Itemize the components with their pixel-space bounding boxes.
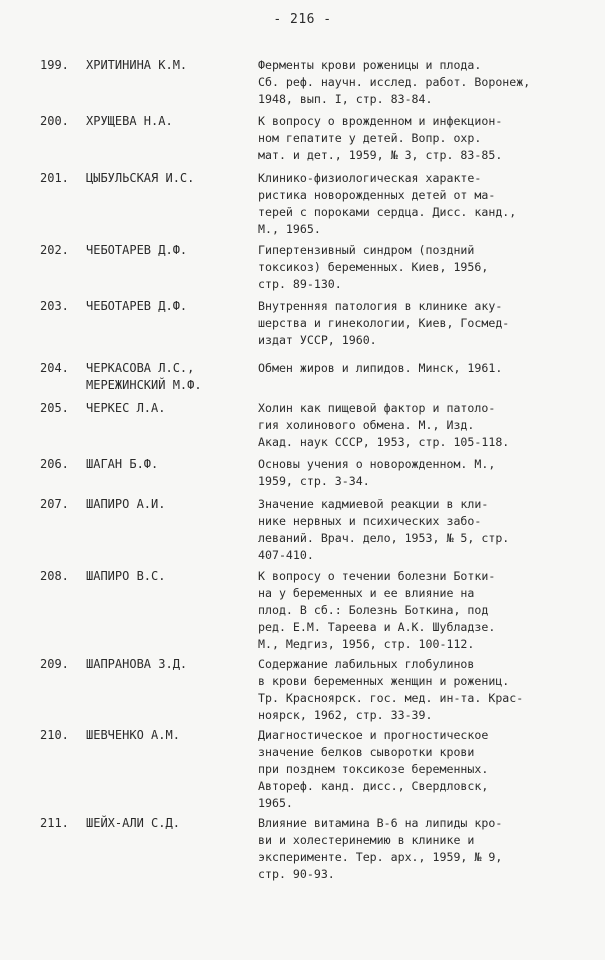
- reference-line: ном гепатите у детей. Вопр. охр.: [258, 131, 482, 145]
- reference-line: Обмен жиров и липидов. Минск, 1961.: [258, 361, 503, 375]
- entry-author: [86, 496, 251, 513]
- reference-line: гия холинового обмена. М., Изд.: [258, 418, 475, 432]
- author-line: МЕРЕЖИНСКИЙ М.Ф.: [86, 378, 202, 392]
- author-line: ЧЕРКЕС Л.А.: [86, 401, 166, 415]
- entry-author: [86, 113, 251, 130]
- entry-number: 203.: [40, 299, 69, 313]
- entry-reference: [258, 656, 576, 724]
- entry-number: 204.: [40, 361, 69, 375]
- entry-number: 200.: [40, 114, 69, 128]
- author-line: ХРУЩЕВА Н.А.: [86, 114, 173, 128]
- reference-line: ноярск, 1962, стр. 33-39.: [258, 708, 433, 722]
- reference-line: К вопросу о врожденном и инфекцион-: [258, 114, 503, 128]
- entry-author: [86, 568, 251, 585]
- entry-number: 206.: [40, 457, 69, 471]
- reference-line: в крови беременных женщин и рожениц.: [258, 674, 510, 688]
- entry-reference: [258, 298, 576, 349]
- reference-line: Гипертензивный синдром (поздний: [258, 243, 475, 257]
- reference-line: Холин как пищевой фактор и патоло-: [258, 401, 496, 415]
- entry-author: [86, 727, 251, 744]
- reference-line: Влияние витамина В-6 на липиды кро-: [258, 816, 503, 830]
- reference-line: стр. 90-93.: [258, 867, 335, 881]
- reference-line: Диагностическое и прогностическое: [258, 728, 489, 742]
- entry-reference: [258, 360, 576, 377]
- reference-line: Основы учения о новорожденном. М.,: [258, 457, 496, 471]
- author-line: ЧЕБОТАРЕВ Д.Ф.: [86, 243, 188, 257]
- entry-number: 201.: [40, 171, 69, 185]
- entry-number: 211.: [40, 816, 69, 830]
- reference-line: 407-410.: [258, 548, 314, 562]
- entry-number: 207.: [40, 497, 69, 511]
- reference-line: плод. В сб.: Болезнь Боткина, под: [258, 603, 489, 617]
- entry-reference: [258, 242, 576, 293]
- entry-reference: [258, 170, 576, 238]
- reference-line: на у беременных и ее влияние на: [258, 586, 475, 600]
- reference-line: эксперименте. Тер. арх., 1959, № 9,: [258, 850, 503, 864]
- author-line: ШАГАН Б.Ф.: [86, 457, 159, 471]
- author-line: ЧЕРКАСОВА Л.С.,: [86, 361, 195, 375]
- entry-reference: [258, 568, 576, 653]
- entry-reference: [258, 113, 576, 164]
- author-line: ЧЕБОТАРЕВ Д.Ф.: [86, 299, 188, 313]
- entry-reference: [258, 456, 576, 490]
- reference-line: Клинико-физиологическая характе-: [258, 171, 482, 185]
- entry-number: 210.: [40, 728, 69, 742]
- reference-line: ви и холестеринемию в клинике и: [258, 833, 475, 847]
- reference-line: стр. 89-130.: [258, 277, 342, 291]
- entry-number: 205.: [40, 401, 69, 415]
- reference-line: Содержание лабильных глобулинов: [258, 657, 475, 671]
- reference-line: М., Медгиз, 1956, стр. 100-112.: [258, 637, 475, 651]
- reference-line: нике нервных и психических забо-: [258, 514, 482, 528]
- reference-line: Значение кадмиевой реакции в кли-: [258, 497, 489, 511]
- author-line: ШЕЙХ-АЛИ С.Д.: [86, 816, 180, 830]
- entry-author: [86, 456, 251, 473]
- entry-reference: [258, 400, 576, 451]
- reference-line: Автореф. канд. дисс., Свердловск,: [258, 779, 489, 793]
- entry-author: [86, 298, 251, 315]
- reference-line: 1965.: [258, 796, 293, 810]
- reference-line: шерства и гинекологии, Киев, Госмед-: [258, 316, 510, 330]
- reference-line: Акад. наук СССР, 1953, стр. 105-118.: [258, 435, 510, 449]
- reference-line: при позднем токсикозе беременных.: [258, 762, 489, 776]
- author-line: ШАПИРО В.С.: [86, 569, 166, 583]
- author-line: ШАПИРО А.И.: [86, 497, 166, 511]
- reference-line: издат УССР, 1960.: [258, 333, 377, 347]
- entry-reference: [258, 727, 576, 812]
- reference-line: ристика новорожденных детей от ма-: [258, 188, 496, 202]
- entry-author: [86, 400, 251, 417]
- reference-line: Сб. реф. научн. исслед. работ. Воронеж,: [258, 75, 531, 89]
- entry-number: 202.: [40, 243, 69, 257]
- entry-number: 209.: [40, 657, 69, 671]
- reference-line: 1948, вып. I, стр. 83-84.: [258, 92, 433, 106]
- entry-reference: [258, 815, 576, 883]
- reference-line: леваний. Врач. дело, 1953, № 5, стр.: [258, 531, 510, 545]
- author-line: ШАПРАНОВА З.Д.: [86, 657, 188, 671]
- entry-number: 199.: [40, 58, 69, 72]
- entry-author: [86, 242, 251, 259]
- reference-line: Внутренняя патология в клинике аку-: [258, 299, 503, 313]
- author-line: ЦЫБУЛЬСКАЯ И.С.: [86, 171, 195, 185]
- reference-line: мат. и дет., 1959, № 3, стр. 83-85.: [258, 148, 503, 162]
- entry-author: [86, 360, 251, 394]
- reference-line: токсикоз) беременных. Киев, 1956,: [258, 260, 489, 274]
- reference-line: М., 1965.: [258, 222, 321, 236]
- page-number: - 216 -: [273, 12, 332, 27]
- entry-number: 208.: [40, 569, 69, 583]
- entry-author: [86, 656, 251, 673]
- reference-line: Ферменты крови роженицы и плода.: [258, 58, 482, 72]
- entry-reference: [258, 496, 576, 564]
- reference-line: значение белков сыворотки крови: [258, 745, 475, 759]
- author-line: ШЕВЧЕНКО А.М.: [86, 728, 180, 742]
- entry-reference: [258, 57, 576, 108]
- entry-author: [86, 170, 251, 187]
- entry-author: [86, 57, 251, 74]
- reference-line: ред. Е.М. Тареева и А.К. Шубладзе.: [258, 620, 496, 634]
- entry-author: [86, 815, 251, 832]
- reference-line: К вопросу о течении болезни Ботки-: [258, 569, 496, 583]
- reference-line: Тр. Красноярск. гос. мед. ин-та. Крас-: [258, 691, 524, 705]
- reference-line: 1959, стр. 3-34.: [258, 474, 370, 488]
- author-line: ХРИТИНИНА К.М.: [86, 58, 188, 72]
- reference-line: терей с пороками сердца. Дисс. канд.,: [258, 205, 517, 219]
